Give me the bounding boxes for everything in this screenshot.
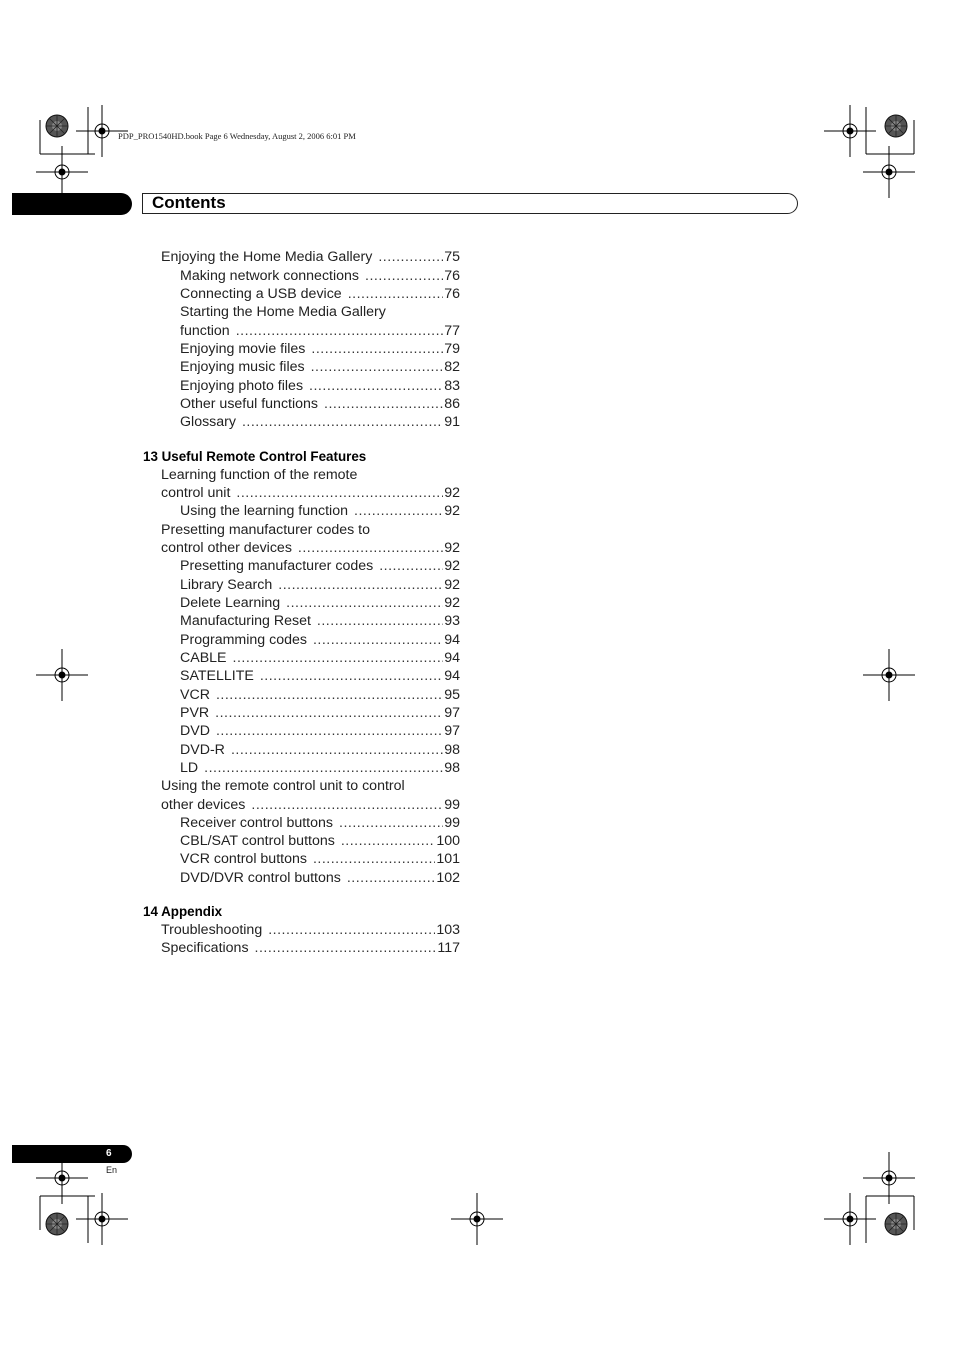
toc-entry[interactable]: CBL/SAT control buttons ..... 100 <box>180 832 460 850</box>
toc-entry[interactable]: SATELLITE ..... 94 <box>180 667 460 685</box>
toc-entry[interactable]: Enjoying music files ..... 82 <box>180 358 460 376</box>
toc-entry-line[interactable]: Using the remote control unit to control <box>161 778 405 794</box>
toc-entry[interactable]: Presetting manufacturer codes ..... 92 <box>180 557 460 575</box>
toc-entry[interactable]: Delete Learning ..... 92 <box>180 594 460 612</box>
toc-entry-line[interactable]: Learning function of the remote <box>161 467 358 483</box>
page-number-tab <box>12 1145 132 1163</box>
toc-entry[interactable]: other devices ..... 99 <box>161 796 460 814</box>
toc-entry-line[interactable]: Starting the Home Media Gallery <box>180 304 386 320</box>
toc-entry[interactable]: DVD/DVR control buttons ..... 102 <box>180 869 460 887</box>
toc-entry[interactable]: LD ..... 98 <box>180 759 460 777</box>
page-title: Contents <box>152 193 226 212</box>
toc-entry[interactable]: function ..... 77 <box>180 322 460 340</box>
toc-entry[interactable]: Enjoying photo files ..... 83 <box>180 377 460 395</box>
toc-entry[interactable]: Manufacturing Reset ..... 93 <box>180 612 460 630</box>
toc-entry[interactable]: Specifications ..... 117 <box>161 939 460 957</box>
toc-entry[interactable]: DVD ..... 97 <box>180 722 460 740</box>
toc-entry[interactable]: VCR control buttons ..... 101 <box>180 850 460 868</box>
toc-entry[interactable]: Connecting a USB device ..... 76 <box>180 285 460 303</box>
toc-entry[interactable]: Library Search ..... 92 <box>180 576 460 594</box>
file-header: PDP_PRO1540HD.book Page 6 Wednesday, August 2, 2006 6:01 PM <box>118 131 356 141</box>
toc-entry[interactable]: Troubleshooting ..... 103 <box>161 921 460 939</box>
toc-entry[interactable]: control other devices ..... 92 <box>161 539 460 557</box>
page-number: 6 <box>106 1148 112 1159</box>
toc-entry[interactable]: Programming codes ..... 94 <box>180 631 460 649</box>
language-code: En <box>106 1165 118 1175</box>
section-heading[interactable]: 14 Appendix <box>143 904 223 919</box>
section-heading[interactable]: 13 Useful Remote Control Features <box>143 449 367 464</box>
toc-entry[interactable]: Using the learning function ..... 92 <box>180 502 460 520</box>
toc-entry[interactable]: CABLE ..... 94 <box>180 649 460 667</box>
toc-entry[interactable]: Enjoying movie files ..... 79 <box>180 340 460 358</box>
toc-entry[interactable]: VCR ..... 95 <box>180 686 460 704</box>
toc-entry-line[interactable]: Presetting manufacturer codes to <box>161 522 370 538</box>
toc-entry[interactable]: Receiver control buttons ..... 99 <box>180 814 460 832</box>
toc-entry[interactable]: PVR ..... 97 <box>180 704 460 722</box>
toc-entry[interactable]: control unit ..... 92 <box>161 484 460 502</box>
toc-entry[interactable]: Other useful functions ..... 86 <box>180 395 460 413</box>
toc-entry[interactable]: Enjoying the Home Media Gallery ..... 75 <box>161 248 460 266</box>
toc-entry[interactable]: Making network connections ..... 76 <box>180 267 460 285</box>
toc-entry[interactable]: Glossary ..... 91 <box>180 413 460 431</box>
toc-entry[interactable]: DVD-R ..... 98 <box>180 741 460 759</box>
